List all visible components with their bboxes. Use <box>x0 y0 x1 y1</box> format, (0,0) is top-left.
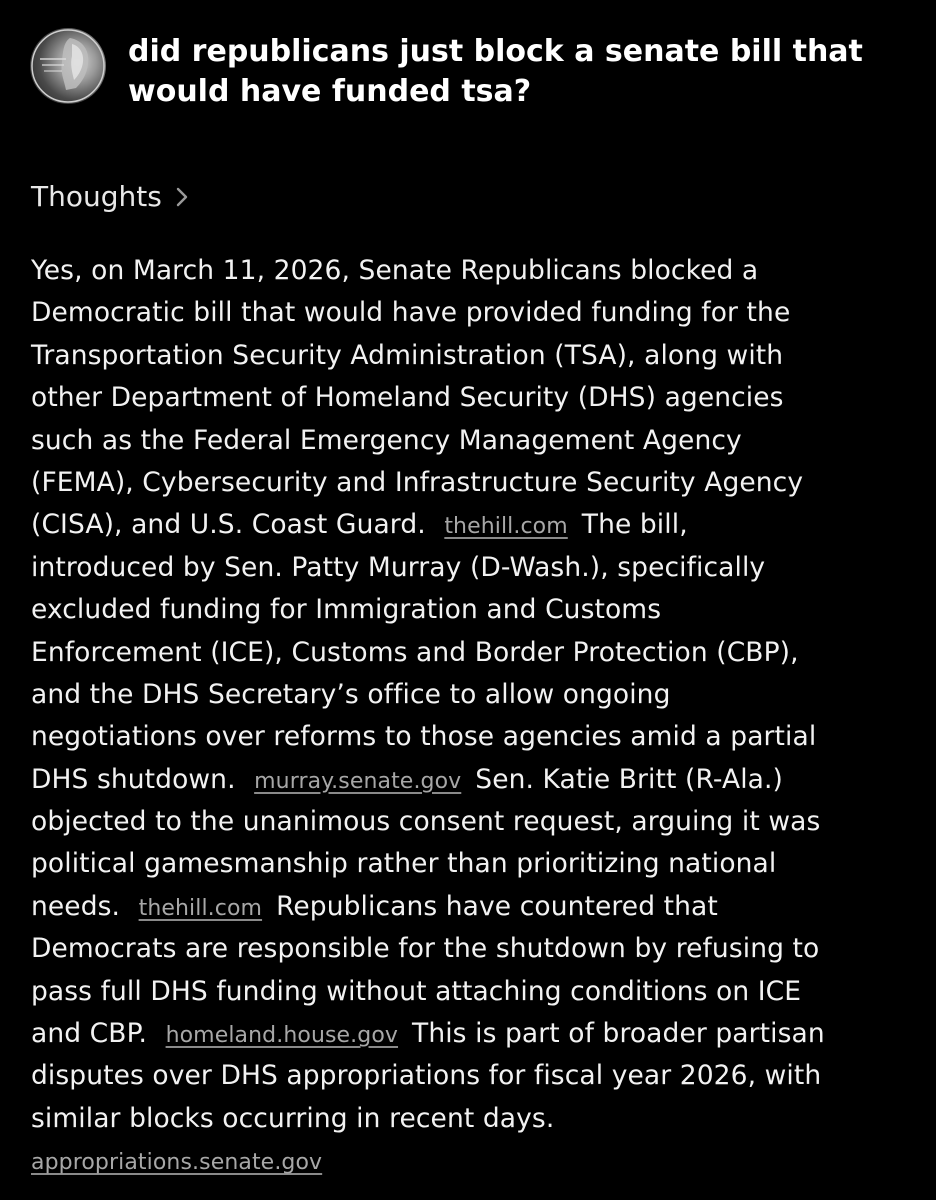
answer-text: Republicans have countered that <box>276 890 718 922</box>
answer-line <box>31 1140 931 1182</box>
answer-line: (FEMA), Cybersecurity and Infrastructure Security Agency <box>31 466 804 498</box>
answer-line <box>31 886 931 928</box>
answer-text: needs. <box>31 890 121 922</box>
source-link-appropriations-senate[interactable]: appropriations.senate.gov <box>31 1150 323 1176</box>
answer-line <box>31 1013 931 1055</box>
user-query-text <box>128 32 908 112</box>
source-link-murray-senate[interactable]: murray.senate.gov <box>254 768 462 794</box>
answer-line: negotiations over reforms to those agencies amid a partial <box>31 721 817 753</box>
chevron-right-icon <box>174 186 190 208</box>
answer-line: Democrats are responsible for the shutdown by refusing to <box>31 933 820 965</box>
answer-line: and the DHS Secretary’s office to allow ongoing <box>31 678 671 710</box>
user-query-row <box>30 28 920 112</box>
answer-line: introduced by Sen. Patty Murray (D-Wash.), specifically <box>31 551 766 583</box>
query-line: did republicans just block a senate bill that <box>128 34 863 69</box>
answer-line: political gamesmanship rather than prioritizing national <box>31 848 777 880</box>
answer-text: The bill, <box>581 509 688 541</box>
answer-line: Democratic bill that would have provided funding for the <box>31 297 791 329</box>
source-link-thehill[interactable]: thehill.com <box>444 514 568 540</box>
answer-text: Sen. Katie Britt (R-Ala.) <box>475 763 783 795</box>
answer-text: DHS shutdown. <box>31 763 236 795</box>
answer-line <box>31 759 931 801</box>
answer-text: (CISA), and U.S. Coast Guard. <box>31 509 426 541</box>
avatar[interactable] <box>30 28 106 104</box>
answer-line: disputes over DHS appropriations for fiscal year 2026, with <box>31 1060 822 1092</box>
answer-line: objected to the unanimous consent request, arguing it was <box>31 806 821 838</box>
answer-line: Transportation Security Administration (TSA), along with <box>31 339 784 371</box>
source-link-homeland-house[interactable]: homeland.house.gov <box>165 1023 399 1049</box>
thoughts-label: Thoughts <box>31 180 162 213</box>
answer-line: Enforcement (ICE), Customs and Border Protection (CBP), <box>31 636 799 668</box>
answer-line: such as the Federal Emergency Management Agency <box>31 424 742 456</box>
answer-text: This is part of broader partisan <box>412 1018 825 1050</box>
answer-body <box>31 250 931 1183</box>
answer-line <box>31 504 931 546</box>
answer-line: pass full DHS funding without attaching conditions on ICE <box>31 975 802 1007</box>
source-link-thehill[interactable]: thehill.com <box>138 895 263 921</box>
answer-line: excluded funding for Immigration and Customs <box>31 594 662 626</box>
answer-line: other Department of Homeland Security (DHS) agencies <box>31 382 784 414</box>
answer-text: and CBP. <box>31 1018 148 1050</box>
thoughts-toggle[interactable] <box>31 180 190 213</box>
answer-line: Yes, on March 11, 2026, Senate Republicans blocked a <box>31 255 759 286</box>
seal-image <box>30 28 106 104</box>
answer-line: similar blocks occurring in recent days. <box>31 1102 555 1134</box>
query-line: would have funded tsa? <box>128 74 532 109</box>
